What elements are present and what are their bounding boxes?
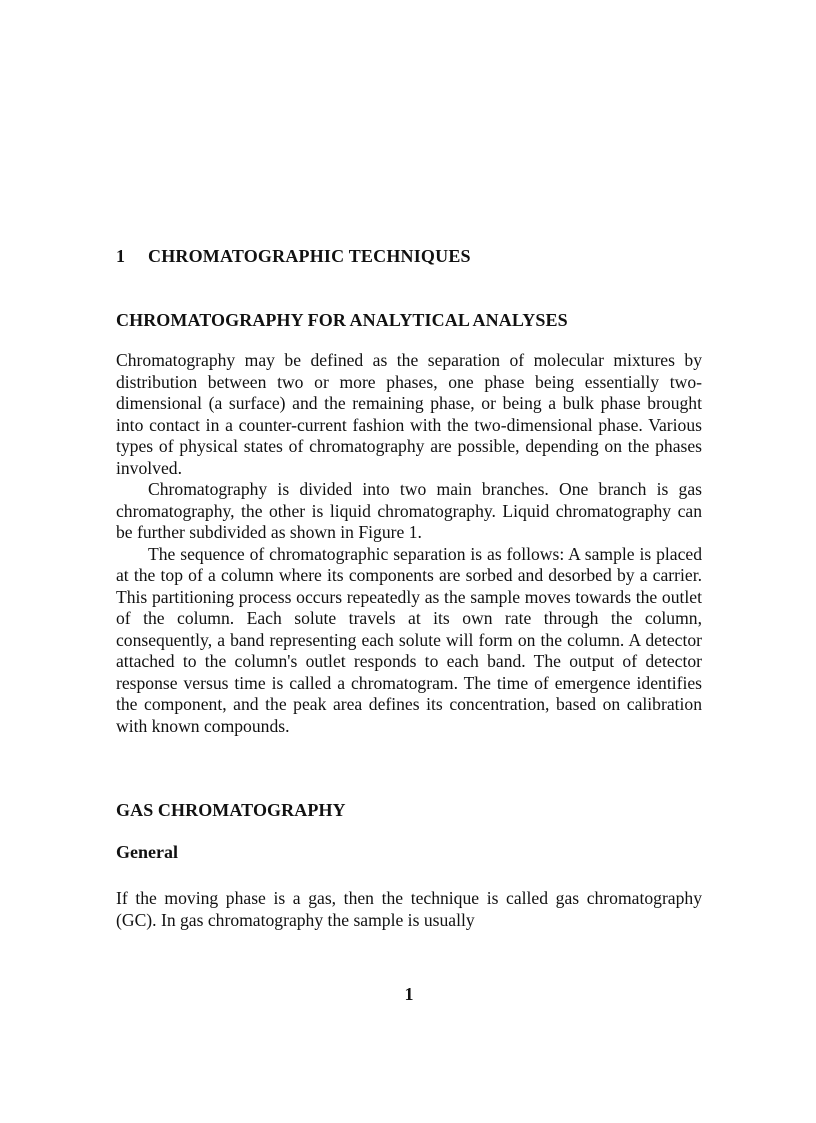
section-heading-analytical: CHROMATOGRAPHY FOR ANALYTICAL ANALYSES [116, 310, 568, 330]
paragraph-sequence: The sequence of chromatographic separation is as follows: A sample is placed at the top of a column where its components are sorbed and desorbed by a carrier. This partitioning process occurs repeatedly as the sample moves towards the outlet of the column. Each solute travels at its own rate through the column, consequently, a band representing each solute will form on the column. A detector attached to the column's outlet responds to each band. The output of detector response versus time is called a chromatogram. The time of emergence identifies the component, and the peak area defines its concentration, based on calibration with known compounds. [116, 543, 702, 736]
section-body-analytical [116, 350, 702, 737]
subsection-heading-general: General [116, 842, 178, 862]
paragraph-definition: Chromatography may be defined as the separation of molecular mixtures by distribution between two or more phases, one phase being essentially two-dimensional (a surface) and the remaining phase, or being a bulk phase brought into contact in a counter-current fashion with the two-dimensional phase. Various types of physical states of chromatography are possible, depending on the phases involved. [116, 350, 702, 478]
paragraph-gc-intro: If the moving phase is a gas, then the technique is called gas chromatography (GC). In gas chromatography the sample is usually [116, 888, 702, 930]
chapter-heading [116, 246, 471, 267]
chapter-number: 1 [116, 246, 126, 266]
paragraph-branches: Chromatography is divided into two main branches. One branch is gas chromatography, the other is liquid chromatography. Liquid chromatography can be further subdivided as shown in Figure 1. [116, 479, 702, 542]
document-page [116, 0, 702, 1123]
chapter-title: CHROMATOGRAPHIC TECHNIQUES [148, 246, 471, 266]
subsection-body-general [116, 888, 702, 931]
page-number: 1 [404, 984, 414, 1004]
section-heading-gas-chromatography: GAS CHROMATOGRAPHY [116, 800, 346, 820]
